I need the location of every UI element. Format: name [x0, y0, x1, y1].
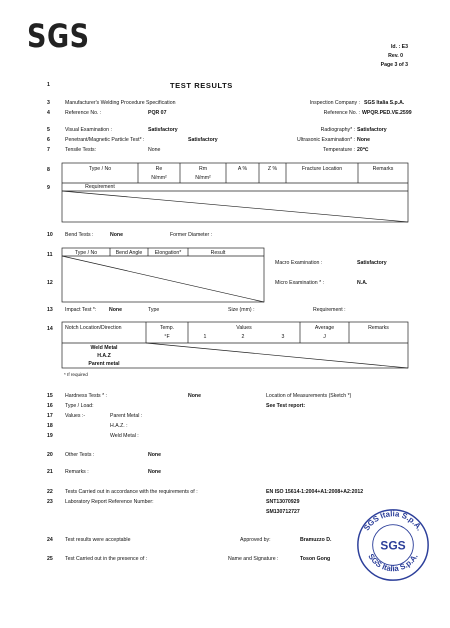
line-number: 19 — [47, 433, 53, 439]
tensile-requirement: Requirement — [85, 184, 115, 190]
lab-report-label: Laboratory Report Reference Number: — [65, 499, 154, 505]
line-number: 9 — [47, 185, 50, 191]
reference-label: Reference No. : — [65, 110, 102, 116]
impact-value: None — [109, 307, 122, 313]
impact-size-label: Size (mm) : — [228, 307, 255, 313]
line-number: 20 — [47, 452, 53, 458]
impact-row-haz: H.A.Z — [97, 353, 111, 359]
tensile-col-re: Re — [155, 166, 163, 172]
tensile-col-a: A % — [237, 166, 248, 172]
lab-report-value-1: SNT13070929 — [266, 499, 300, 505]
svg-text:SGS Italia S.p.A. — [362, 509, 424, 532]
remarks-label: Remarks : — [65, 469, 89, 475]
parent-metal-label: Parent Metal : — [110, 413, 143, 419]
radiography-value: Satisfactory — [357, 127, 387, 133]
signature-label: Name and Signature : — [228, 556, 279, 562]
former-diameter-label: Former Diameter : — [170, 232, 213, 238]
bend-col-angle: Bend Angle — [115, 250, 143, 256]
tensile-label: Tensile Tests: — [65, 147, 97, 153]
line-number: 12 — [47, 280, 53, 286]
hardness-value: None — [188, 393, 201, 399]
stamp-text-bottom: SGS Italia S.p.A. — [366, 552, 420, 574]
other-tests-label: Other Tests : — [65, 452, 95, 458]
ultrasonic-value: None — [357, 137, 370, 143]
line-number: 18 — [47, 423, 53, 429]
approved-by-label: Approved by: — [240, 537, 271, 543]
micro-label: Micro Examination * : — [275, 280, 325, 286]
impact-col-average: Average — [314, 325, 335, 331]
impact-footnote: * If required — [64, 372, 88, 377]
visual-value: Satisfactory — [148, 127, 178, 133]
impact-col-values: Values — [236, 325, 252, 331]
reference-value: PQR 07 — [148, 110, 167, 116]
remarks-value: None — [148, 469, 161, 475]
temperature-label: Temperature : — [322, 147, 355, 153]
line-number: 8 — [47, 167, 50, 173]
impact-unit-average: J — [323, 334, 326, 340]
line-number: 7 — [47, 147, 50, 153]
location-label: Location of Measurements (Sketch *) — [266, 393, 352, 399]
inspection-company-label: Inspection Company : — [309, 100, 360, 106]
impact-type-label: Type — [148, 307, 160, 313]
sgs-stamp — [356, 508, 430, 582]
macro-value: Satisfactory — [357, 260, 387, 266]
impact-value-3: 3 — [281, 334, 285, 340]
other-tests-value: None — [148, 452, 161, 458]
bend-label: Bend Tests : — [65, 232, 94, 238]
bend-value: None — [110, 232, 123, 238]
reference-2-value: WPQR.PED.VE.2599 — [362, 110, 412, 116]
line-number: 24 — [47, 537, 53, 543]
line-number: 6 — [47, 137, 50, 143]
line-number: 1 — [47, 82, 50, 88]
line-number: 16 — [47, 403, 53, 409]
impact-value-2: 2 — [241, 334, 245, 340]
presence-label: Test Carried out in the presence of : — [65, 556, 148, 562]
tensile-col-rm: Rm — [198, 166, 208, 172]
line-number: 21 — [47, 469, 53, 475]
ultrasonic-label: Ultrasonic Examination* : — [297, 137, 355, 143]
accordance-value: EN ISO 15614-1:2004+A1:2008+A2:2012 — [266, 489, 364, 495]
accordance-label: Tests Carried out in accordance with the requirements of : — [65, 489, 198, 495]
svg-text:SGS Italia S.p.A. — [366, 552, 419, 573]
wps-label: Manufacturer's Welding Procedure Specification — [65, 100, 176, 106]
see-test-report: See Test report: — [266, 403, 306, 409]
line-number: 14 — [47, 326, 53, 332]
bend-col-type: Type / No — [74, 250, 98, 256]
impact-col-temp: Temp. — [159, 325, 175, 331]
impact-unit-temp: °F — [164, 334, 170, 340]
line-number: 3 — [47, 100, 50, 106]
macro-label: Macro Examination : — [275, 260, 323, 266]
lab-report-value-2: SM130712727 — [266, 509, 300, 515]
tensile-col-type: Type / No — [88, 166, 112, 172]
sgs-logo: SGS — [27, 18, 90, 56]
weld-metal-label: Weld Metal : — [110, 433, 139, 439]
values-label: Values :- — [65, 413, 86, 419]
temperature-value: 20℃ — [357, 147, 369, 153]
tensile-unit-re: N/mm² — [151, 175, 167, 181]
line-number: 10 — [47, 232, 53, 238]
page-number: Page 3 of 3 — [380, 62, 408, 68]
impact-row-weld-metal: Weld Metal — [90, 345, 118, 351]
line-number: 13 — [47, 307, 53, 313]
approved-by-value: Bramuzzo D. — [300, 537, 332, 543]
haz-label: H.A.Z. : — [110, 423, 128, 429]
tensile-value: None — [148, 147, 161, 153]
penetrant-label: Penetrant/Magnetic Particle Test* : — [65, 137, 145, 143]
acceptable-label: Test results were acceptable — [65, 537, 131, 543]
impact-row-parent-metal: Parent metal — [88, 361, 120, 367]
impact-value-1: 1 — [203, 334, 207, 340]
tensile-col-fracture: Fracture Location — [301, 166, 343, 172]
signature-value: Toson Gong — [300, 556, 331, 562]
impact-col-notch: Notch Location/Direction — [65, 325, 122, 331]
tensile-col-z: Z % — [267, 166, 278, 172]
impact-col-remarks: Remarks — [368, 325, 389, 331]
stamp-text-top: SGS Italia S.p.A. — [361, 509, 425, 533]
line-number: 17 — [47, 413, 53, 419]
impact-requirement-label: Requirement : — [313, 307, 346, 313]
bend-col-result: Result — [210, 250, 226, 256]
line-number: 5 — [47, 127, 50, 133]
page-title: TEST RESULTS — [170, 81, 233, 90]
radiography-label: Radiography* : — [320, 127, 355, 133]
micro-value: N.A. — [357, 280, 368, 286]
tensile-col-remarks: Remarks — [372, 166, 394, 172]
visual-label: Visual Examination : — [65, 127, 112, 133]
stamp-center: SGS — [380, 538, 406, 553]
line-number: 23 — [47, 499, 53, 505]
impact-label: Impact Test *: — [65, 307, 97, 313]
inspection-company-value: SGS Italia S.p.A. — [364, 100, 405, 106]
line-number: 4 — [47, 110, 50, 116]
reference-2-label: Reference No. : — [323, 110, 360, 116]
hardness-label: Hardness Tests * : — [65, 393, 107, 399]
revision: Rev. 0 — [388, 53, 403, 59]
tensile-unit-rm: N/mm² — [195, 175, 211, 181]
penetrant-value: Satisfactory — [188, 137, 218, 143]
line-number: 15 — [47, 393, 53, 399]
bend-col-elongation: Elongation* — [154, 250, 182, 256]
line-number: 22 — [47, 489, 53, 495]
line-number: 11 — [47, 252, 53, 258]
document-id: Id. : E3 — [390, 44, 408, 50]
type-load-label: Type / Load: — [65, 403, 94, 409]
line-number: 25 — [47, 556, 53, 562]
